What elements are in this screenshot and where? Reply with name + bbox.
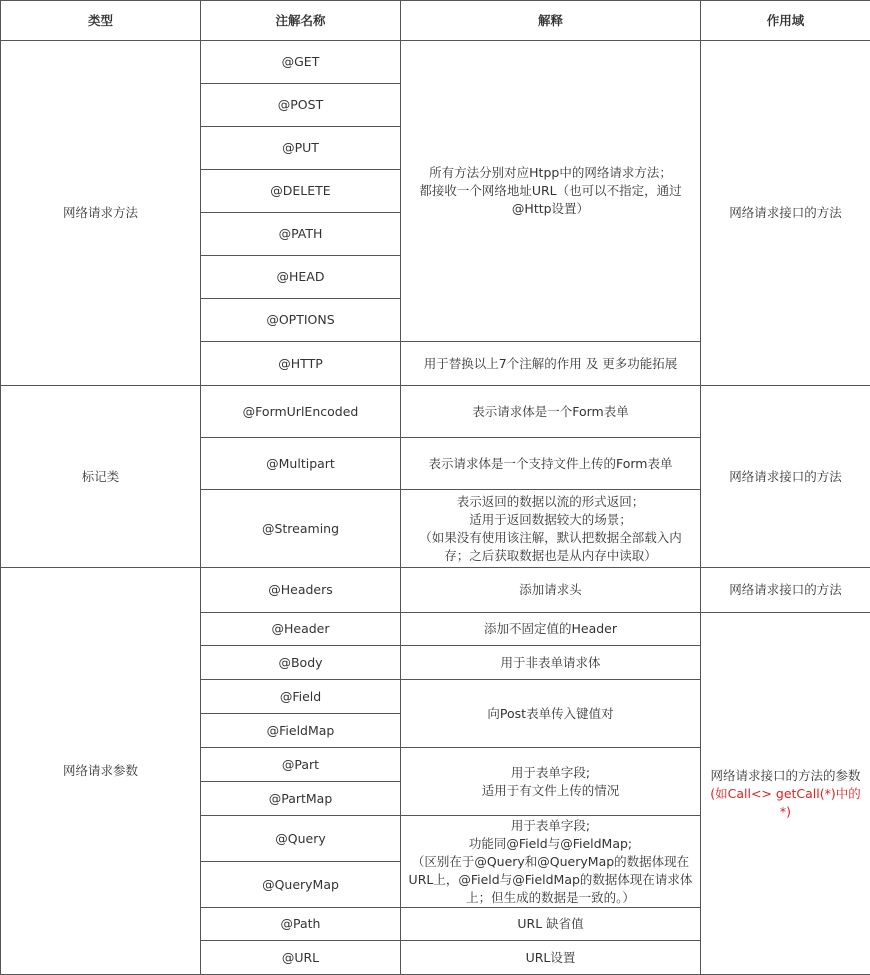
description-cell: 用于替换以上7个注解的作用 及 更多功能拓展: [401, 342, 701, 386]
scope-cell: 网络请求接口的方法: [701, 41, 870, 386]
description-cell: URL 缺省值: [401, 908, 701, 941]
description-cell: 表示返回的数据以流的形式返回； 适用于返回数据较大的场景； （如果没有使用该注解，默认把数据全部载入内存；之后获取数据也是从内存中读取）: [401, 490, 701, 568]
header-row: [1, 1, 870, 41]
type-cell: 网络请求方法: [1, 41, 201, 386]
description-cell: 用于表单字段; 适用于有文件上传的情况: [401, 748, 701, 816]
header-type: 类型: [1, 1, 201, 41]
description-cell: 添加请求头: [401, 568, 701, 613]
annotation-cell: @OPTIONS: [201, 299, 401, 342]
scope-note: (如Call<> getCall(*)中的*): [707, 785, 864, 821]
annotation-cell: @Field: [201, 680, 401, 714]
annotation-cell: @Query: [201, 816, 401, 862]
annotation-cell: @HEAD: [201, 256, 401, 299]
annotation-cell: @Header: [201, 613, 401, 646]
annotation-cell: @Streaming: [201, 490, 401, 568]
annotation-cell: @FieldMap: [201, 714, 401, 748]
scope-cell: [701, 613, 870, 975]
description-cell: 向Post表单传入键值对: [401, 680, 701, 748]
annotation-cell: @Multipart: [201, 438, 401, 490]
annotation-cell: @PATH: [201, 213, 401, 256]
description-cell: 表示请求体是一个支持文件上传的Form表单: [401, 438, 701, 490]
table-row: [1, 41, 870, 84]
description-cell: 所有方法分别对应Htpp中的网络请求方法； 都接收一个网络地址URL（也可以不指定，通过@Http设置）: [401, 41, 701, 342]
annotation-cell: @URL: [201, 941, 401, 975]
scope-cell: 网络请求接口的方法: [701, 386, 870, 568]
annotation-cell: @DELETE: [201, 170, 401, 213]
header-annotation: 注解名称: [201, 1, 401, 41]
description-cell: 表示请求体是一个Form表单: [401, 386, 701, 438]
header-description: 解释: [401, 1, 701, 41]
scope-text: 网络请求接口的方法的参数: [710, 768, 860, 783]
annotation-cell: @HTTP: [201, 342, 401, 386]
annotation-cell: @Body: [201, 646, 401, 680]
annotation-cell: @Path: [201, 908, 401, 941]
description-cell: 用于表单字段; 功能同@Field与@FieldMap; （区别在于@Query和@QueryMap的数据体现在URL上，@Field与@FieldMap的数据体现在请求体上；但生成的数据是一致的。）: [401, 816, 701, 908]
description-cell: 添加不固定值的Header: [401, 613, 701, 646]
annotation-cell: @POST: [201, 84, 401, 127]
type-cell: 标记类: [1, 386, 201, 568]
table-row: [1, 386, 870, 438]
description-cell: URL设置: [401, 941, 701, 975]
type-cell: 网络请求参数: [1, 568, 201, 975]
annotation-cell: @Part: [201, 748, 401, 782]
annotation-cell: @GET: [201, 41, 401, 84]
annotation-cell: @PUT: [201, 127, 401, 170]
annotation-cell: @FormUrlEncoded: [201, 386, 401, 438]
annotation-cell: @QueryMap: [201, 862, 401, 908]
annotation-cell: @Headers: [201, 568, 401, 613]
table-row: [1, 568, 870, 613]
header-scope: 作用域: [701, 1, 870, 41]
annotation-cell: @PartMap: [201, 782, 401, 816]
scope-cell: 网络请求接口的方法: [701, 568, 870, 613]
description-cell: 用于非表单请求体: [401, 646, 701, 680]
